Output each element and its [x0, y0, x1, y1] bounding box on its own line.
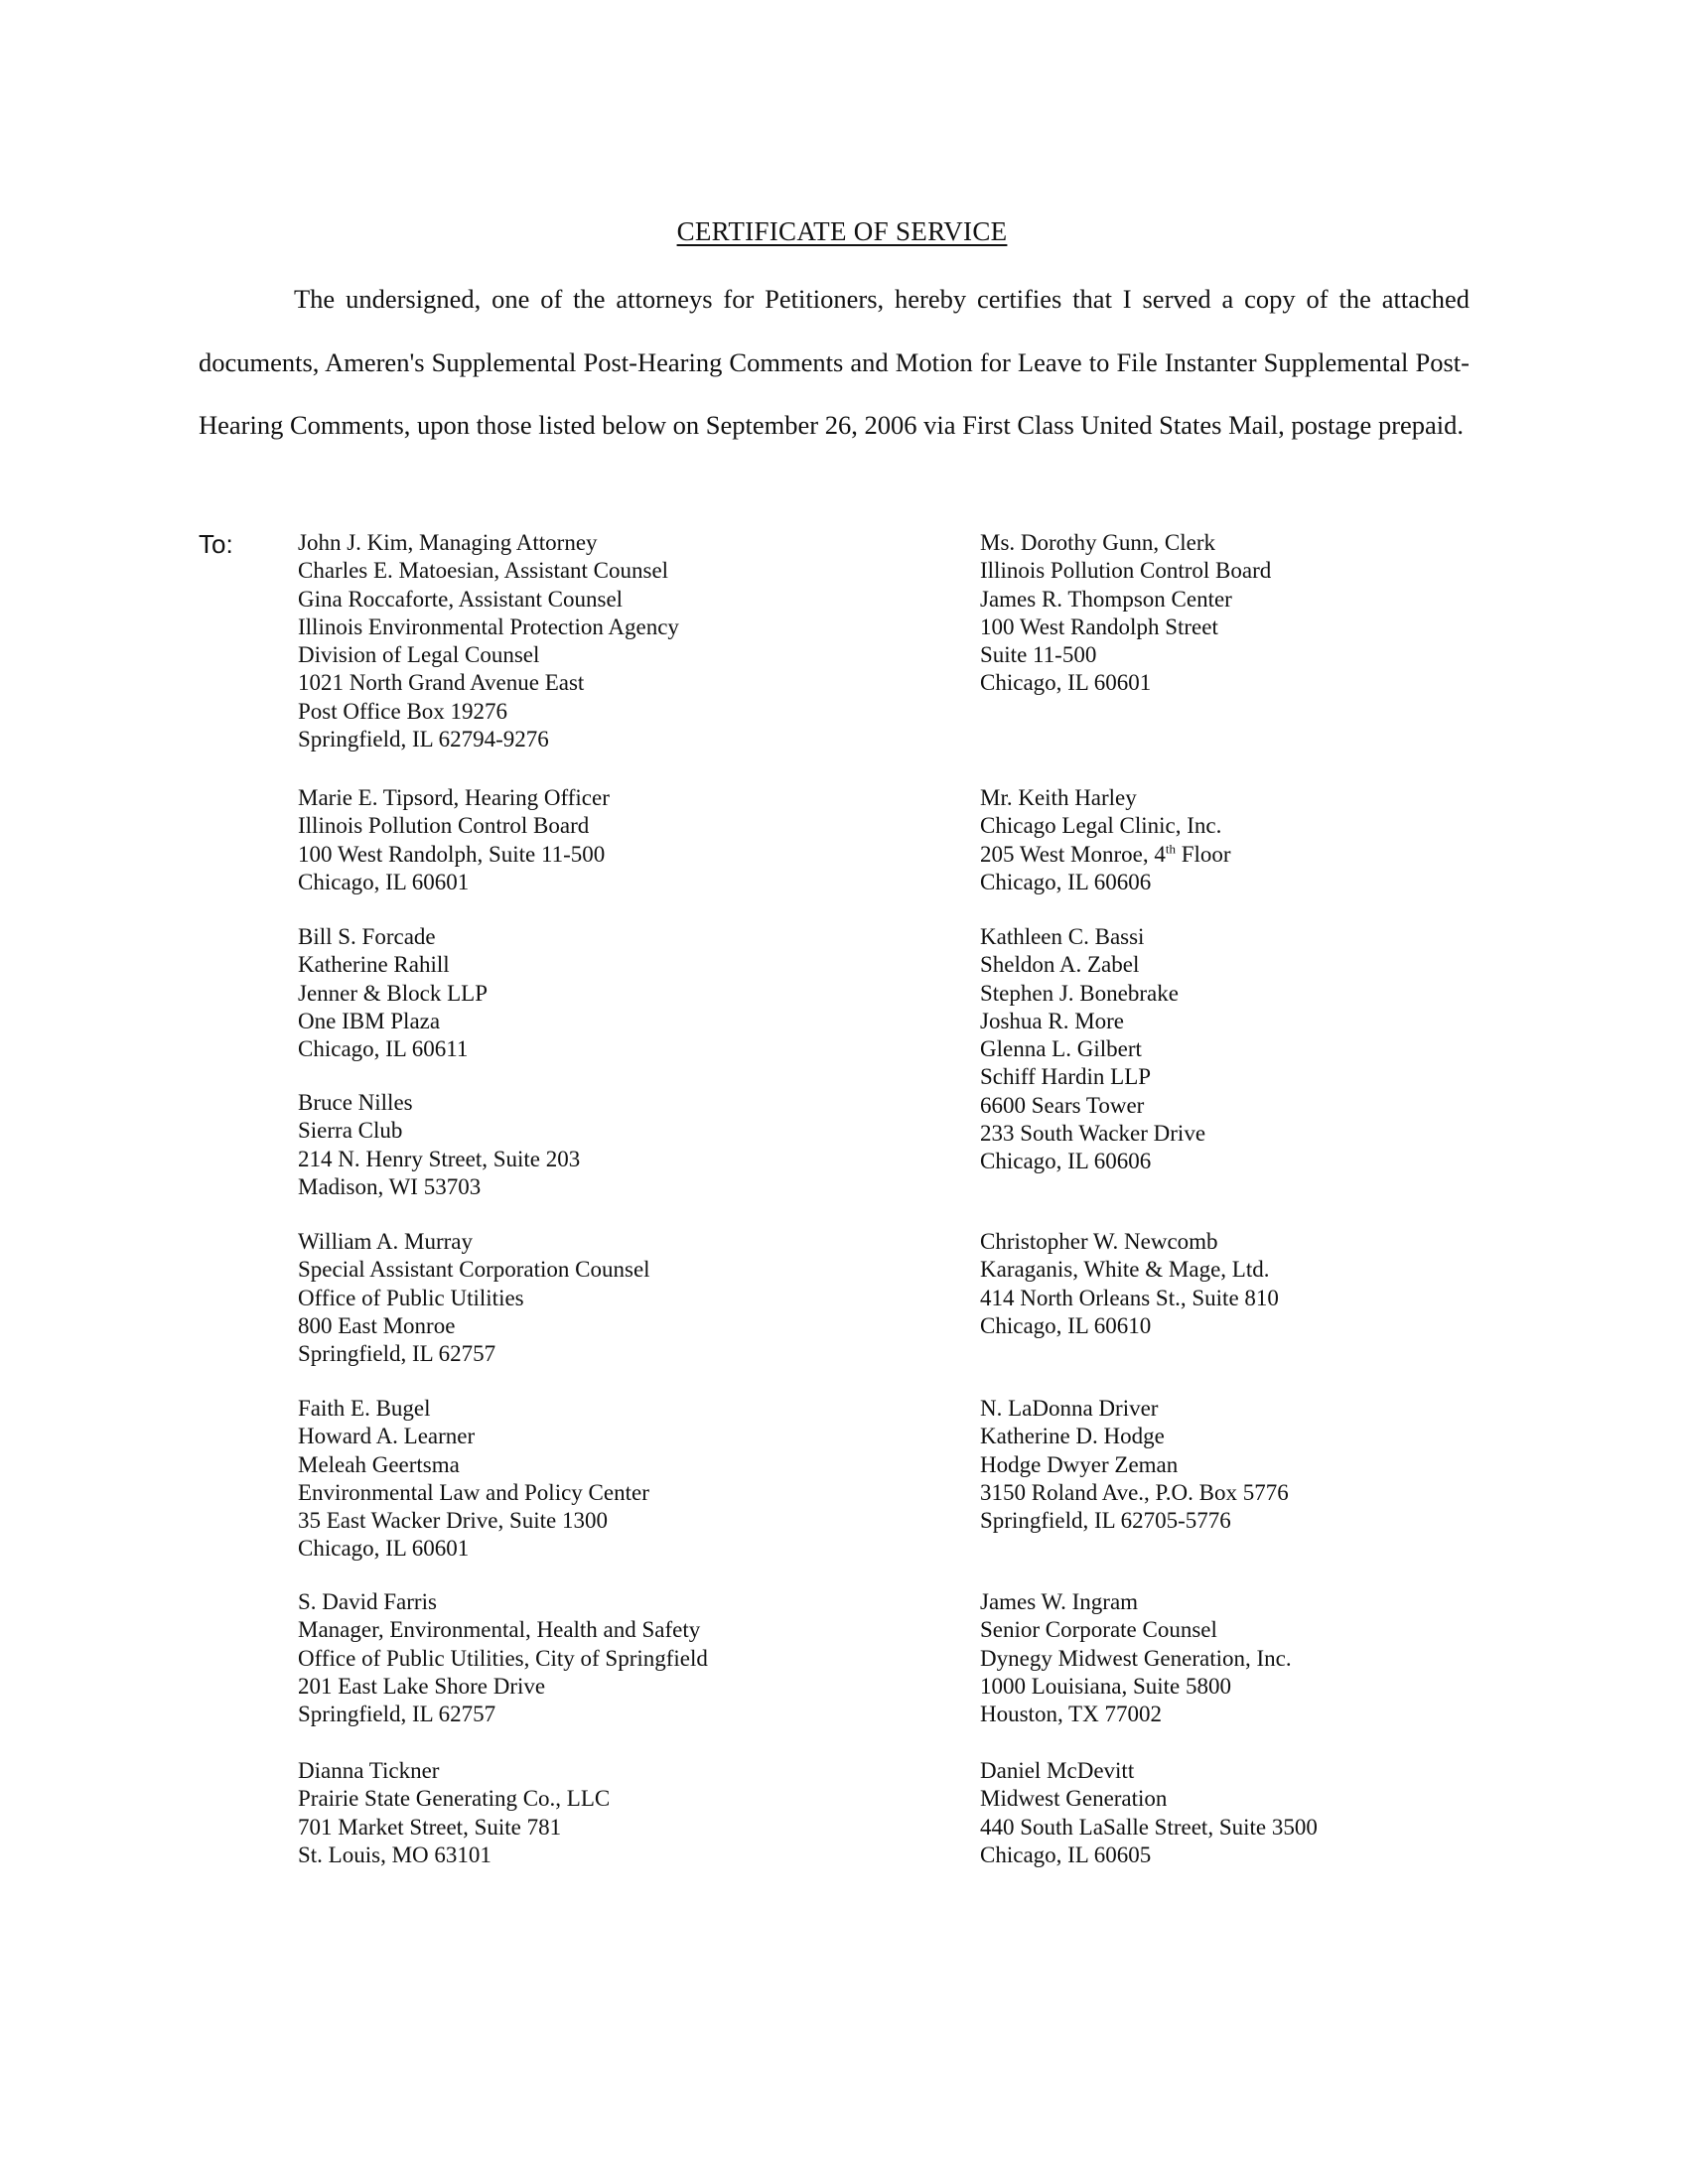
address-line: Senior Corporate Counsel [980, 1617, 1217, 1643]
address-line: Faith E. Bugel [298, 1396, 431, 1421]
address-line: N. LaDonna Driver [980, 1396, 1159, 1421]
address-line: 6600 Sears Tower [980, 1092, 1145, 1118]
address-block [298, 1395, 649, 1564]
address-line: Karaganis, White & Mage, Ltd. [980, 1257, 1270, 1283]
address-line: 205 West Monroe, 4th Floor [980, 840, 1231, 867]
address-line: Dynegy Midwest Generation, Inc. [980, 1645, 1292, 1671]
address-line: One IBM Plaza [298, 1008, 441, 1033]
address-line: Office of Public Utilities [298, 1285, 524, 1310]
address-block [980, 529, 1271, 698]
address-line: Sierra Club [298, 1118, 403, 1144]
address-line: 414 North Orleans St., Suite 810 [980, 1285, 1279, 1310]
address-block [980, 784, 1231, 896]
address-line: Prairie State Generating Co., LLC [298, 1786, 611, 1812]
address-line: Chicago, IL 60601 [980, 670, 1152, 696]
address-line: Special Assistant Corporation Counsel [298, 1257, 650, 1283]
address-line: Jenner & Block LLP [298, 980, 488, 1006]
address-block [980, 1228, 1279, 1340]
address-line: Marie E. Tipsord, Hearing Officer [298, 785, 610, 810]
address-line: Springfield, IL 62794-9276 [298, 727, 549, 752]
address-line: James W. Ingram [980, 1589, 1139, 1614]
address-line: Environmental Law and Policy Center [298, 1479, 649, 1505]
address-line: Springfield, IL 62757 [298, 1341, 496, 1367]
address-line: Bruce Nilles [298, 1090, 413, 1115]
address-line: Chicago, IL 60601 [298, 869, 470, 894]
address-line: Joshua R. More [980, 1008, 1125, 1033]
address-line: 35 East Wacker Drive, Suite 1300 [298, 1508, 608, 1534]
address-line: Christopher W. Newcomb [980, 1229, 1218, 1254]
address-line: Meleah Geertsma [298, 1451, 460, 1477]
address-line: Midwest Generation [980, 1786, 1168, 1812]
address-line: Howard A. Learner [298, 1424, 476, 1449]
address-line: Springfield, IL 62705-5776 [980, 1508, 1231, 1534]
address-line: Kathleen C. Bassi [980, 924, 1145, 949]
address-line: Illinois Pollution Control Board [298, 813, 590, 839]
address-line: 3150 Roland Ave., P.O. Box 5776 [980, 1479, 1289, 1505]
to-label: To: [199, 529, 233, 559]
page-title: CERTIFICATE OF SERVICE [676, 216, 1008, 246]
address-line: Dianna Tickner [298, 1758, 440, 1783]
address-line: 100 West Randolph, Suite 11-500 [298, 841, 606, 867]
address-line: 214 N. Henry Street, Suite 203 [298, 1146, 581, 1171]
address-line: Hodge Dwyer Zeman [980, 1451, 1179, 1477]
address-line: John J. Kim, Managing Attorney [298, 530, 598, 555]
address-line: Chicago, IL 60601 [298, 1536, 470, 1562]
address-line: William A. Murray [298, 1229, 474, 1254]
address-line: Madison, WI 53703 [298, 1173, 482, 1199]
address-line: Illinois Pollution Control Board [980, 558, 1272, 584]
address-line: 233 South Wacker Drive [980, 1121, 1206, 1147]
address-line: Chicago, IL 60611 [298, 1036, 469, 1062]
address-block [980, 1395, 1289, 1535]
address-line: 201 East Lake Shore Drive [298, 1673, 546, 1699]
address-line: Chicago, IL 60610 [980, 1312, 1152, 1338]
address-block [980, 1588, 1292, 1728]
address-line: Mr. Keith Harley [980, 785, 1137, 810]
address-line: Suite 11-500 [980, 642, 1097, 668]
address-line: Houston, TX 77002 [980, 1702, 1162, 1727]
address-line: S. David Farris [298, 1589, 437, 1614]
address-line: Chicago, IL 60605 [980, 1842, 1152, 1867]
address-line: 701 Market Street, Suite 781 [298, 1814, 562, 1840]
address-line: Bill S. Forcade [298, 924, 436, 949]
address-line: Sheldon A. Zabel [980, 952, 1140, 978]
address-line: Chicago, IL 60606 [980, 1149, 1152, 1174]
address-line: Springfield, IL 62757 [298, 1702, 496, 1727]
address-block [298, 1228, 650, 1368]
address-line: 1000 Louisiana, Suite 5800 [980, 1673, 1231, 1699]
address-line: Daniel McDevitt [980, 1758, 1135, 1783]
address-line: 440 South LaSalle Street, Suite 3500 [980, 1814, 1318, 1840]
address-line: 1021 North Grand Avenue East [298, 670, 585, 696]
address-line: Katherine Rahill [298, 952, 450, 978]
address-line: Stephen J. Bonebrake [980, 980, 1179, 1006]
address-block [298, 529, 679, 753]
address-line: St. Louis, MO 63101 [298, 1842, 491, 1867]
address-block [298, 1089, 580, 1201]
address-line: Katherine D. Hodge [980, 1424, 1165, 1449]
address-line: Gina Roccaforte, Assistant Counsel [298, 586, 624, 612]
address-line: 800 East Monroe [298, 1312, 456, 1338]
address-line: Post Office Box 19276 [298, 698, 508, 724]
address-block [298, 1588, 708, 1728]
address-line: Manager, Environmental, Health and Safety [298, 1617, 701, 1643]
address-line: Schiff Hardin LLP [980, 1064, 1152, 1090]
address-block [298, 784, 610, 896]
address-line: Ms. Dorothy Gunn, Clerk [980, 530, 1216, 555]
address-block [298, 1757, 610, 1869]
address-line: Glenna L. Gilbert [980, 1036, 1142, 1062]
address-block [298, 923, 488, 1063]
address-line: James R. Thompson Center [980, 586, 1232, 612]
address-line: 100 West Randolph Street [980, 614, 1218, 639]
address-line: Chicago Legal Clinic, Inc. [980, 813, 1222, 839]
certification-paragraph: The undersigned, one of the attorneys for Petitioners, hereby certifies that I served a copy of the attached documents, Ameren's Supplemental Post-Hearing Comments and Motion for Leave to File Instanter Supplemental Post-Hearing Comments, upon those listed below on September 26, 2006 via First Class United States Mail, postage prepaid. [199, 284, 1470, 440]
address-line: Illinois Environmental Protection Agency [298, 614, 679, 639]
address-line: Office of Public Utilities, City of Springfield [298, 1645, 708, 1671]
address-block [980, 1757, 1318, 1869]
address-line: Charles E. Matoesian, Assistant Counsel [298, 558, 669, 584]
address-line: Division of Legal Counsel [298, 642, 540, 668]
address-block [980, 923, 1205, 1176]
address-line: Chicago, IL 60606 [980, 869, 1152, 894]
